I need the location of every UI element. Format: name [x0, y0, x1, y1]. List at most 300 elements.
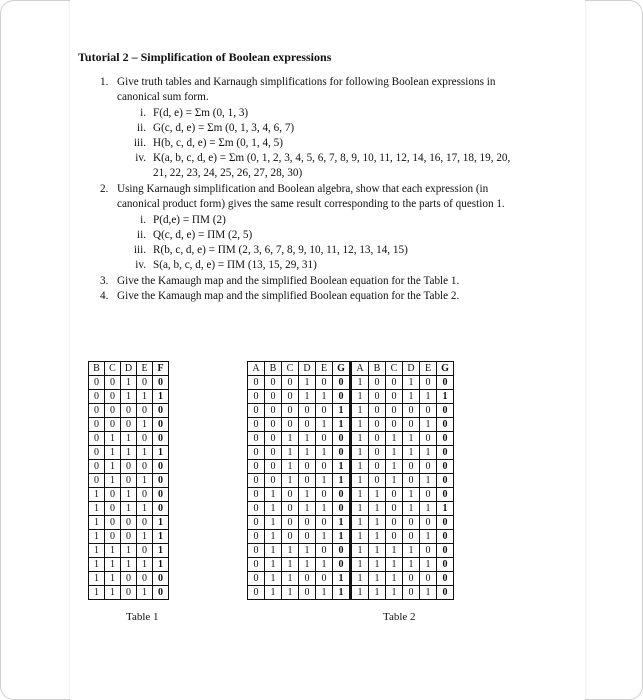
header-cell: C — [105, 362, 121, 376]
table-cell: 1 — [89, 558, 105, 572]
table-cell: 0 — [316, 572, 333, 586]
q2-item-iii-num: iii. — [133, 244, 146, 256]
table-cell: 0 — [333, 502, 351, 516]
q2-item-i-num: i. — [140, 214, 146, 226]
table-cell: 1 — [369, 572, 386, 586]
table-cell: 0 — [403, 572, 420, 586]
table-cell: 0 — [121, 404, 137, 418]
table-cell: 1 — [121, 390, 137, 404]
q2-item-iv-num: iv. — [135, 259, 146, 271]
table-cell: 1 — [282, 572, 299, 586]
table-cell: 0 — [420, 544, 437, 558]
table-cell: 0 — [437, 474, 454, 488]
table-cell: 0 — [437, 544, 454, 558]
table-cell: 0 — [299, 530, 316, 544]
table-cell: 0 — [89, 418, 105, 432]
table-cell: 0 — [248, 404, 265, 418]
table-cell: 0 — [153, 418, 169, 432]
table-cell: 1 — [437, 390, 454, 404]
table-cell: 1 — [333, 404, 351, 418]
table-row — [89, 432, 169, 446]
table-cell: 0 — [265, 460, 282, 474]
table-cell: 1 — [351, 446, 369, 460]
table-row — [248, 390, 454, 404]
table-row — [248, 558, 454, 572]
table-cell: 1 — [137, 474, 153, 488]
table-cell: 1 — [137, 418, 153, 432]
table-cell: 1 — [89, 586, 105, 600]
table-cell: 1 — [137, 502, 153, 516]
table-cell: 0 — [333, 544, 351, 558]
table-row — [89, 460, 169, 474]
table-cell: 0 — [316, 432, 333, 446]
table-row — [248, 502, 454, 516]
table-cell: 0 — [105, 530, 121, 544]
table-row — [89, 404, 169, 418]
table-cell: 1 — [121, 446, 137, 460]
table-cell: 0 — [386, 488, 403, 502]
table-cell: 0 — [89, 474, 105, 488]
page-title: Tutorial 2 – Simplification of Boolean expressions — [78, 50, 332, 64]
table-cell: 1 — [351, 404, 369, 418]
table-cell: 0 — [248, 586, 265, 600]
table-cell: 0 — [316, 460, 333, 474]
table-cell: 0 — [265, 404, 282, 418]
table-cell: 1 — [299, 502, 316, 516]
table-cell: 0 — [137, 544, 153, 558]
table-cell: 0 — [437, 460, 454, 474]
table-cell: 0 — [299, 572, 316, 586]
table-cell: 0 — [137, 460, 153, 474]
q1-item-ii-text: G(c, d, e) = Σm (0, 1, 3, 4, 6, 7) — [153, 122, 295, 134]
table-cell: 0 — [420, 404, 437, 418]
table-cell: 0 — [403, 516, 420, 530]
table-cell: 1 — [265, 488, 282, 502]
q2-item-i-text: P(d,e) = ΠM (2) — [153, 214, 226, 226]
q1-item-iii-text: H(b, c, d, e) = Σm (0, 1, 4, 5) — [153, 137, 283, 149]
table-cell: 0 — [89, 446, 105, 460]
table-cell: 1 — [333, 460, 351, 474]
table-cell: 1 — [420, 502, 437, 516]
table-cell: 1 — [299, 390, 316, 404]
table-cell: 1 — [316, 558, 333, 572]
table-cell: 0 — [153, 586, 169, 600]
table-cell: 0 — [137, 432, 153, 446]
table-row — [248, 376, 454, 390]
table-cell: 0 — [386, 530, 403, 544]
table-cell: 0 — [282, 418, 299, 432]
table-cell: 0 — [121, 516, 137, 530]
table-cell: 1 — [316, 418, 333, 432]
header-cell: E — [137, 362, 153, 376]
table-cell: 0 — [105, 376, 121, 390]
table-cell: 0 — [316, 488, 333, 502]
table-cell: 0 — [333, 488, 351, 502]
table-cell: 0 — [153, 432, 169, 446]
table-cell: 1 — [316, 586, 333, 600]
table-cell: 1 — [403, 558, 420, 572]
table-cell: 1 — [351, 530, 369, 544]
q1-line1: Give truth tables and Karnaugh simplifications for following Boolean expressions in — [117, 76, 496, 88]
table-cell: 0 — [153, 376, 169, 390]
table-cell: 0 — [299, 418, 316, 432]
table-cell: 0 — [248, 572, 265, 586]
table-cell: 0 — [265, 390, 282, 404]
table-cell: 1 — [316, 390, 333, 404]
table-cell: 0 — [369, 376, 386, 390]
table-cell: 1 — [121, 376, 137, 390]
table-cell: 1 — [153, 530, 169, 544]
table-row — [89, 446, 169, 460]
table-row — [248, 586, 454, 600]
table-cell: 1 — [121, 488, 137, 502]
table-cell: 0 — [420, 432, 437, 446]
table-cell: 1 — [403, 502, 420, 516]
header-cell: B — [265, 362, 282, 376]
table-cell: 1 — [282, 586, 299, 600]
table-cell: 0 — [386, 376, 403, 390]
table-cell: 1 — [299, 446, 316, 460]
table-cell: 0 — [282, 404, 299, 418]
table-row — [89, 488, 169, 502]
q2-line1: Using Karnaugh simplification and Boolean algebra, show that each expression (in — [117, 183, 489, 195]
table-cell: 1 — [89, 516, 105, 530]
table-cell: 1 — [137, 530, 153, 544]
table-cell: 0 — [316, 404, 333, 418]
table-cell: 0 — [248, 516, 265, 530]
table-cell: 1 — [89, 530, 105, 544]
table-row — [248, 572, 454, 586]
header-cell: E — [420, 362, 437, 376]
table-cell: 0 — [333, 390, 351, 404]
header-cell: G — [333, 362, 351, 376]
table-header-row — [89, 362, 169, 376]
q2-item-ii-num: ii. — [136, 229, 146, 241]
q1-item-iv-text: K(a, b, c, d, e) = Σm (0, 1, 2, 3, 4, 5, 6, 7, 8, 9, 10, 11, 12, 14, 16, 17, 18, 19, 20, — [153, 152, 511, 164]
table-cell: 1 — [299, 544, 316, 558]
table-cell: 1 — [265, 530, 282, 544]
table-cell: 0 — [105, 418, 121, 432]
table-cell: 1 — [105, 586, 121, 600]
table-cell: 1 — [265, 558, 282, 572]
table-cell: 1 — [299, 488, 316, 502]
table-cell: 1 — [333, 530, 351, 544]
table-cell: 0 — [89, 376, 105, 390]
table-cell: 1 — [369, 530, 386, 544]
table-1-caption: Table 1 — [126, 611, 159, 623]
table-cell: 1 — [121, 502, 137, 516]
table-cell: 1 — [282, 544, 299, 558]
q1-item-iv-line2: 21, 22, 23, 24, 25, 26, 27, 28, 30) — [153, 167, 303, 179]
table-cell: 1 — [282, 446, 299, 460]
table-cell: 0 — [248, 530, 265, 544]
table-cell: 1 — [282, 558, 299, 572]
table-cell: 0 — [121, 530, 137, 544]
table-2 — [247, 361, 454, 600]
table-cell: 1 — [420, 418, 437, 432]
table-cell: 1 — [403, 432, 420, 446]
table-cell: 1 — [386, 460, 403, 474]
table-row — [248, 488, 454, 502]
header-cell: C — [386, 362, 403, 376]
table-cell: 0 — [316, 516, 333, 530]
table-cell: 1 — [333, 418, 351, 432]
table-cell: 1 — [89, 572, 105, 586]
table-cell: 0 — [420, 460, 437, 474]
table-cell: 1 — [105, 460, 121, 474]
table-cell: 1 — [105, 572, 121, 586]
table-cell: 1 — [386, 432, 403, 446]
table-cell: 0 — [282, 502, 299, 516]
table-cell: 0 — [248, 474, 265, 488]
table-cell: 1 — [351, 572, 369, 586]
table-cell: 0 — [420, 572, 437, 586]
table-cell: 1 — [351, 376, 369, 390]
table-cell: 0 — [299, 586, 316, 600]
table-cell: 1 — [369, 502, 386, 516]
table-row — [89, 530, 169, 544]
q1-number: 1. — [100, 76, 109, 88]
table-cell: 1 — [299, 376, 316, 390]
table-cell: 0 — [333, 432, 351, 446]
table-cell: 0 — [137, 488, 153, 502]
table-cell: 1 — [105, 474, 121, 488]
table-cell: 1 — [137, 586, 153, 600]
table-cell: 1 — [351, 558, 369, 572]
table-row — [89, 390, 169, 404]
table-cell: 1 — [153, 544, 169, 558]
table-cell: 1 — [265, 586, 282, 600]
table-cell: 0 — [153, 474, 169, 488]
q1-item-i-text: F(d, e) = Σm (0, 1, 3) — [153, 107, 249, 119]
table-cell: 0 — [437, 530, 454, 544]
table-row — [248, 404, 454, 418]
table-row — [89, 474, 169, 488]
table-cell: 0 — [137, 516, 153, 530]
table-cell: 1 — [89, 544, 105, 558]
table-cell: 0 — [403, 474, 420, 488]
table-cell: 0 — [265, 446, 282, 460]
table-cell: 0 — [153, 404, 169, 418]
table-cell: 1 — [333, 474, 351, 488]
table-cell: 1 — [316, 474, 333, 488]
table-cell: 1 — [121, 544, 137, 558]
header-cell: D — [299, 362, 316, 376]
table-cell: 1 — [265, 544, 282, 558]
table-header-row — [248, 362, 454, 376]
table-cell: 1 — [386, 572, 403, 586]
table-cell: 0 — [299, 404, 316, 418]
table-cell: 0 — [137, 404, 153, 418]
table-cell: 0 — [105, 488, 121, 502]
table-cell: 0 — [153, 572, 169, 586]
header-cell: B — [369, 362, 386, 376]
table-cell: 1 — [420, 390, 437, 404]
table-cell: 0 — [403, 404, 420, 418]
q2-line2: canonical product form) gives the same result corresponding to the parts of question 1. — [117, 198, 505, 210]
table-cell: 0 — [333, 558, 351, 572]
table-cell: 0 — [420, 376, 437, 390]
table-row — [89, 572, 169, 586]
table-cell: 0 — [403, 530, 420, 544]
table-cell: 0 — [89, 404, 105, 418]
table-cell: 1 — [403, 376, 420, 390]
table-cell: 0 — [153, 488, 169, 502]
table-cell: 0 — [137, 376, 153, 390]
table-cell: 0 — [299, 516, 316, 530]
table-cell: 0 — [105, 390, 121, 404]
table-cell: 0 — [153, 460, 169, 474]
table-cell: 0 — [369, 460, 386, 474]
table-cell: 0 — [403, 418, 420, 432]
table-cell: 1 — [369, 544, 386, 558]
table-cell: 1 — [265, 516, 282, 530]
table-cell: 1 — [299, 432, 316, 446]
table-cell: 0 — [248, 390, 265, 404]
table-cell: 1 — [105, 544, 121, 558]
q3-text: Give the Kamaugh map and the simplified Boolean equation for the Table 1. — [117, 275, 460, 287]
table-cell: 0 — [437, 558, 454, 572]
table-cell: 0 — [299, 460, 316, 474]
table-cell: 1 — [351, 502, 369, 516]
table-cell: 0 — [105, 502, 121, 516]
table-cell: 0 — [282, 488, 299, 502]
table-cell: 1 — [299, 558, 316, 572]
table-cell: 1 — [369, 516, 386, 530]
q1-item-iv-num: iv. — [135, 152, 146, 164]
table-cell: 0 — [282, 516, 299, 530]
table-cell: 0 — [333, 376, 351, 390]
table-cell: 1 — [386, 558, 403, 572]
table-cell: 1 — [153, 390, 169, 404]
table-cell: 1 — [403, 544, 420, 558]
table-row — [89, 502, 169, 516]
table-cell: 1 — [351, 488, 369, 502]
table-cell: 0 — [121, 586, 137, 600]
table-cell: 0 — [316, 544, 333, 558]
table-cell: 0 — [137, 572, 153, 586]
table-cell: 1 — [121, 432, 137, 446]
table-cell: 1 — [351, 418, 369, 432]
table-cell: 0 — [437, 488, 454, 502]
table-cell: 0 — [437, 418, 454, 432]
q1-item-ii-num: ii. — [136, 122, 146, 134]
table-row — [89, 558, 169, 572]
table-cell: 1 — [282, 432, 299, 446]
table-cell: 1 — [137, 558, 153, 572]
table-cell: 0 — [420, 516, 437, 530]
q1-item-iii-num: iii. — [133, 137, 146, 149]
table-cell: 1 — [105, 558, 121, 572]
q2-number: 2. — [100, 183, 109, 195]
table-row — [89, 544, 169, 558]
table-cell: 0 — [369, 432, 386, 446]
table-cell: 1 — [420, 446, 437, 460]
header-cell: F — [153, 362, 169, 376]
q3-number: 3. — [100, 275, 109, 287]
table-cell: 1 — [386, 544, 403, 558]
table-cell: 0 — [89, 432, 105, 446]
table-cell: 1 — [265, 502, 282, 516]
table-cell: 1 — [333, 572, 351, 586]
table-cell: 1 — [420, 530, 437, 544]
table-cell: 0 — [420, 488, 437, 502]
table-cell: 0 — [105, 516, 121, 530]
table-cell: 0 — [121, 460, 137, 474]
table-cell: 0 — [299, 474, 316, 488]
table-cell: 1 — [153, 446, 169, 460]
table-cell: 0 — [248, 544, 265, 558]
table-cell: 0 — [369, 446, 386, 460]
table-cell: 0 — [333, 446, 351, 460]
table-cell: 1 — [351, 516, 369, 530]
header-cell: A — [248, 362, 265, 376]
q2-item-iii-text: R(b, c, d, e) = ΠM (2, 3, 6, 7, 8, 9, 10, 11, 12, 13, 14, 15) — [153, 244, 408, 256]
q4-text: Give the Kamaugh map and the simplified Boolean equation for the Table 2. — [117, 290, 460, 302]
table-row — [248, 474, 454, 488]
table-row — [89, 516, 169, 530]
table-cell: 0 — [386, 418, 403, 432]
table-cell: 1 — [121, 558, 137, 572]
table-row — [248, 544, 454, 558]
table-1 — [88, 361, 169, 600]
header-cell: E — [316, 362, 333, 376]
table-cell: 0 — [121, 572, 137, 586]
table-cell: 0 — [386, 404, 403, 418]
table-cell: 1 — [403, 488, 420, 502]
table-cell: 0 — [316, 376, 333, 390]
table-cell: 0 — [403, 460, 420, 474]
table-cell: 0 — [437, 446, 454, 460]
table-cell: 0 — [369, 404, 386, 418]
table-cell: 1 — [369, 558, 386, 572]
table-cell: 0 — [437, 516, 454, 530]
table-cell: 0 — [437, 404, 454, 418]
table-cell: 0 — [248, 488, 265, 502]
table-cell: 1 — [351, 586, 369, 600]
table-cell: 0 — [265, 418, 282, 432]
table-cell: 0 — [248, 446, 265, 460]
table-cell: 1 — [351, 474, 369, 488]
table-cell: 1 — [105, 432, 121, 446]
q4-number: 4. — [100, 290, 109, 302]
header-cell: B — [89, 362, 105, 376]
table-row — [248, 460, 454, 474]
table-cell: 0 — [121, 418, 137, 432]
table-cell: 1 — [369, 488, 386, 502]
table-cell: 1 — [386, 474, 403, 488]
table-cell: 1 — [420, 474, 437, 488]
q2-item-ii-text: Q(c, d, e) = ΠM (2, 5) — [153, 229, 253, 241]
header-cell: C — [282, 362, 299, 376]
table-cell: 1 — [153, 516, 169, 530]
table-cell: 0 — [437, 376, 454, 390]
table-cell: 1 — [105, 446, 121, 460]
table-cell: 1 — [351, 544, 369, 558]
table-cell: 1 — [89, 502, 105, 516]
table-cell: 1 — [403, 446, 420, 460]
table-cell: 0 — [248, 432, 265, 446]
table-cell: 1 — [403, 390, 420, 404]
table-cell: 1 — [420, 558, 437, 572]
table-cell: 0 — [89, 460, 105, 474]
q1-line2: canonical sum form. — [117, 91, 209, 103]
table-cell: 0 — [403, 586, 420, 600]
table-cell: 1 — [420, 586, 437, 600]
table-cell: 0 — [248, 502, 265, 516]
table-cell: 1 — [282, 460, 299, 474]
table-cell: 1 — [333, 516, 351, 530]
